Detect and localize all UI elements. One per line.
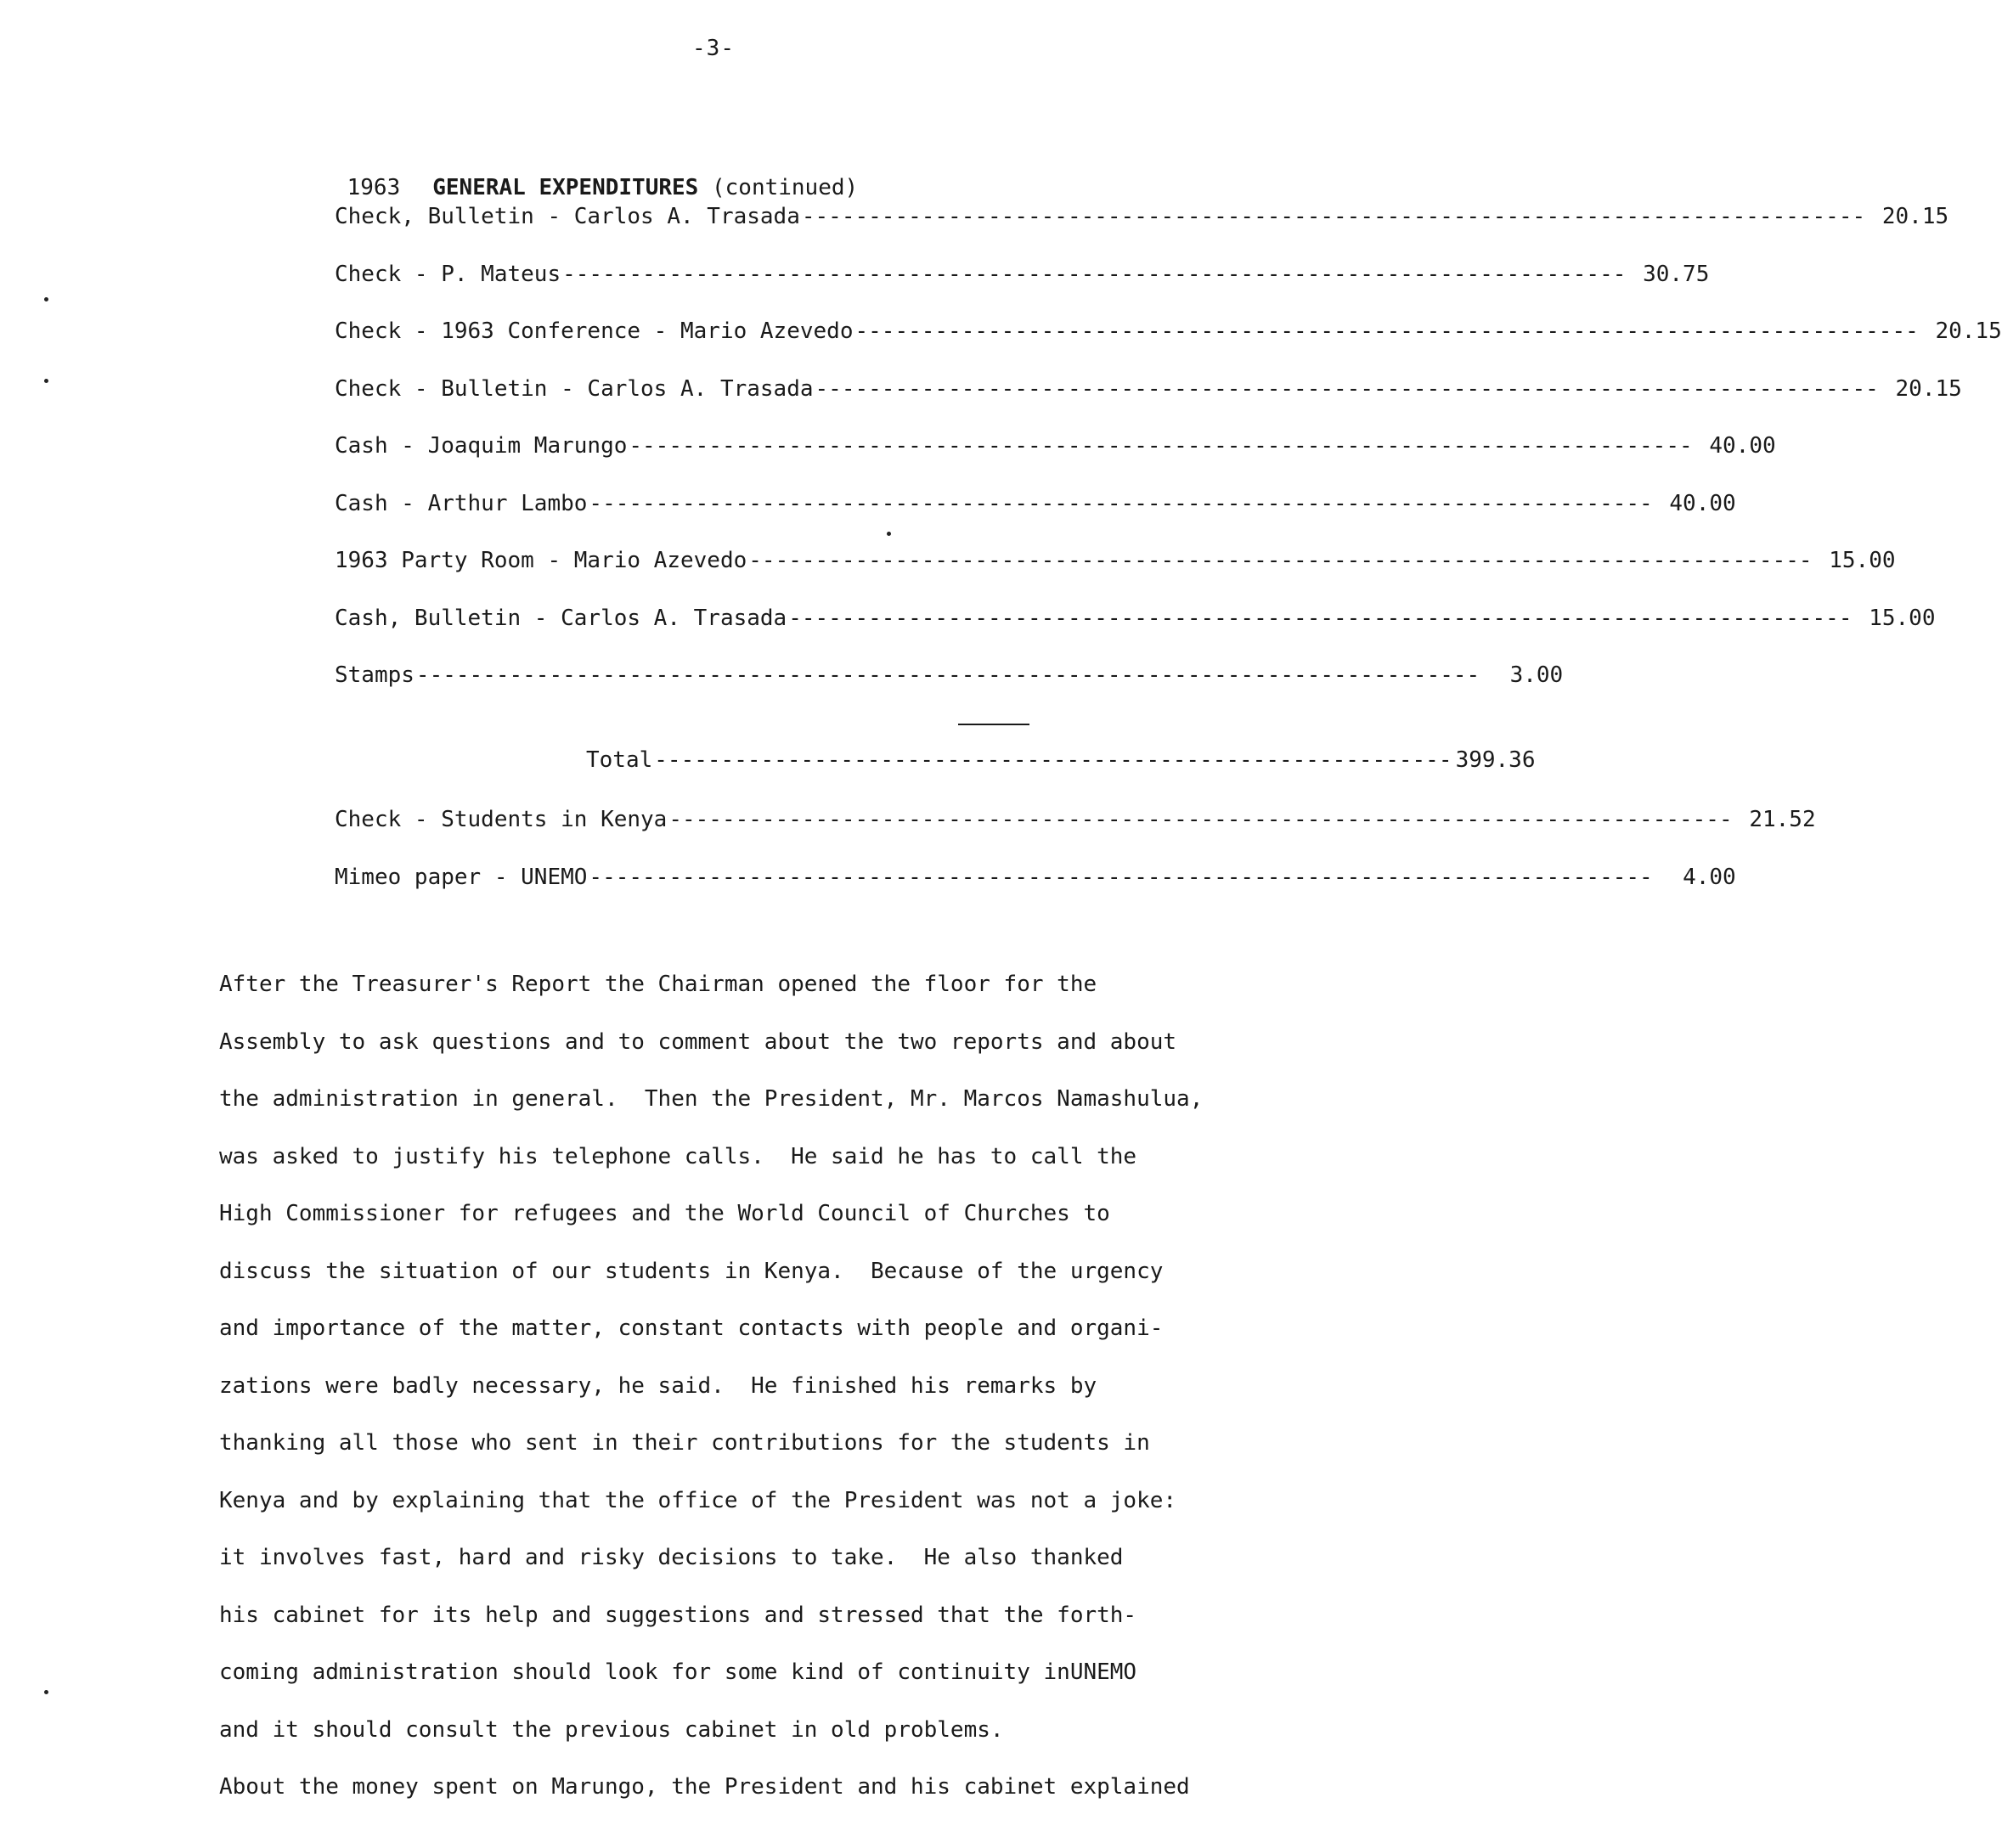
heading-suffix: (continued) — [711, 175, 859, 200]
scan-speck — [44, 1690, 48, 1694]
scan-speck — [887, 532, 891, 536]
ledger-amount: 20.15 — [1881, 204, 1949, 229]
text-line: coming administration should look for some kind of continuity inUNEMO — [219, 1659, 1137, 1685]
text-line: was asked to justify his telephone calls. He said he has to call the — [219, 1143, 1137, 1169]
ledger-description: Cash, Bulletin - Carlos A. Trasada — [335, 605, 787, 631]
ledger-description: Check, Bulletin - Carlos A. Trasada — [335, 204, 800, 229]
leader-dashes: -------------------------------------------------------------------------------- — [801, 204, 1866, 229]
ledger-description: Check - 1963 Conference - Mario Azevedo — [335, 318, 854, 344]
ledger-amount: 40.00 — [1709, 433, 1776, 459]
leader-dashes: -------------------------------------------------------------------------------- — [415, 662, 1480, 688]
leader-dashes: -------------------------------------------------------------------------------- — [854, 318, 1919, 344]
text-line: and it should consult the previous cabinet in old problems. — [219, 1716, 1004, 1743]
total-amount: 399.36 — [1455, 747, 1536, 773]
ledger-amount: 4.00 — [1683, 864, 1736, 890]
expenditure-list — [335, 204, 2002, 720]
leader-dashes: ------------------------------------------------------------ — [654, 747, 1452, 773]
meeting-minutes-text — [219, 956, 1272, 1817]
leader-dashes: -------------------------------------------------------------------------------- — [629, 433, 1693, 459]
total-row — [586, 747, 1536, 773]
total-label: Total — [586, 747, 653, 773]
text-line: the administration in general. Then the President, Mr. Marcos Namashulua, — [219, 1086, 1204, 1112]
ledger-row — [335, 548, 1896, 606]
ledger-row — [335, 318, 2002, 376]
text-line: After the Treasurer's Report the Chairman opened the floor for the — [219, 972, 1097, 997]
ledger-row — [335, 864, 1736, 922]
ledger-description: Check - P. Mateus — [335, 261, 561, 287]
ledger-amount: 21.52 — [1749, 807, 1816, 832]
text-line: Kenya and by explaining that the office of the President was not a joke: — [219, 1487, 1177, 1513]
ledger-description: Check - Students in Kenya — [335, 807, 668, 832]
ledger-amount: 30.75 — [1643, 261, 1710, 287]
ledger-amount: 20.15 — [1935, 318, 2002, 344]
sum-rule — [958, 724, 1029, 725]
ledger-row — [335, 662, 1564, 720]
additional-expenditure-list — [335, 807, 1816, 921]
ledger-amount: 15.00 — [1869, 605, 1936, 631]
leader-dashes: -------------------------------------------------------------------------------- — [589, 864, 1653, 890]
ledger-description: Cash - Joaquim Marungo — [335, 433, 628, 459]
ledger-amount: 40.00 — [1669, 490, 1736, 516]
ledger-row — [335, 261, 1710, 319]
ledger-row — [335, 605, 1936, 663]
text-line: High Commissioner for refugees and the World Council of Churches to — [219, 1201, 1110, 1226]
text-line: thanking all those who sent in their contributions for the students in — [219, 1430, 1150, 1456]
leader-dashes: -------------------------------------------------------------------------------- — [589, 490, 1653, 516]
text-line: discuss the situation of our students in Kenya. Because of the urgency — [219, 1258, 1164, 1284]
text-line: and importance of the matter, constant contacts with people and organi- — [219, 1316, 1164, 1341]
ledger-description: Stamps — [335, 662, 414, 688]
heading-title: GENERAL EXPENDITURES — [432, 175, 699, 200]
leader-dashes: -------------------------------------------------------------------------------- — [748, 548, 1813, 573]
ledger-amount: 15.00 — [1829, 548, 1896, 573]
ledger-description: 1963 Party Room - Mario Azevedo — [335, 548, 747, 573]
leader-dashes: -------------------------------------------------------------------------------- — [815, 375, 1879, 402]
ledger-description: Cash - Arthur Lambo — [335, 490, 588, 516]
ledger-amount: 3.00 — [1509, 662, 1564, 688]
ledger-amount: 20.15 — [1895, 375, 1962, 402]
ledger-row — [335, 433, 1776, 491]
heading-year: 1963 — [347, 175, 401, 200]
ledger-row — [335, 375, 1962, 434]
scan-speck — [44, 297, 48, 301]
leader-dashes: -------------------------------------------------------------------------------- — [668, 807, 1733, 832]
text-line: Assembly to ask questions and to comment about the two reports and about — [219, 1028, 1177, 1055]
ledger-row — [335, 204, 1949, 262]
text-line: zations were badly necessary, he said. He finished his remarks by — [219, 1372, 1097, 1399]
ledger-description: Mimeo paper - UNEMO — [335, 864, 588, 890]
text-line: it involves fast, hard and risky decisions to take. He also thanked — [219, 1545, 1124, 1570]
ledger-description: Check - Bulletin - Carlos A. Trasada — [335, 375, 814, 402]
ledger-row — [335, 807, 1816, 865]
leader-dashes: -------------------------------------------------------------------------------- — [562, 261, 1627, 287]
text-line: About the money spent on Marungo, the President and his cabinet explained — [219, 1774, 1190, 1800]
leader-dashes: -------------------------------------------------------------------------------- — [788, 605, 1853, 631]
scan-speck — [44, 379, 48, 383]
text-line: his cabinet for its help and suggestions and stressed that the forth- — [219, 1602, 1137, 1628]
page-number: -3- — [692, 36, 735, 61]
ledger-row — [335, 490, 1736, 549]
